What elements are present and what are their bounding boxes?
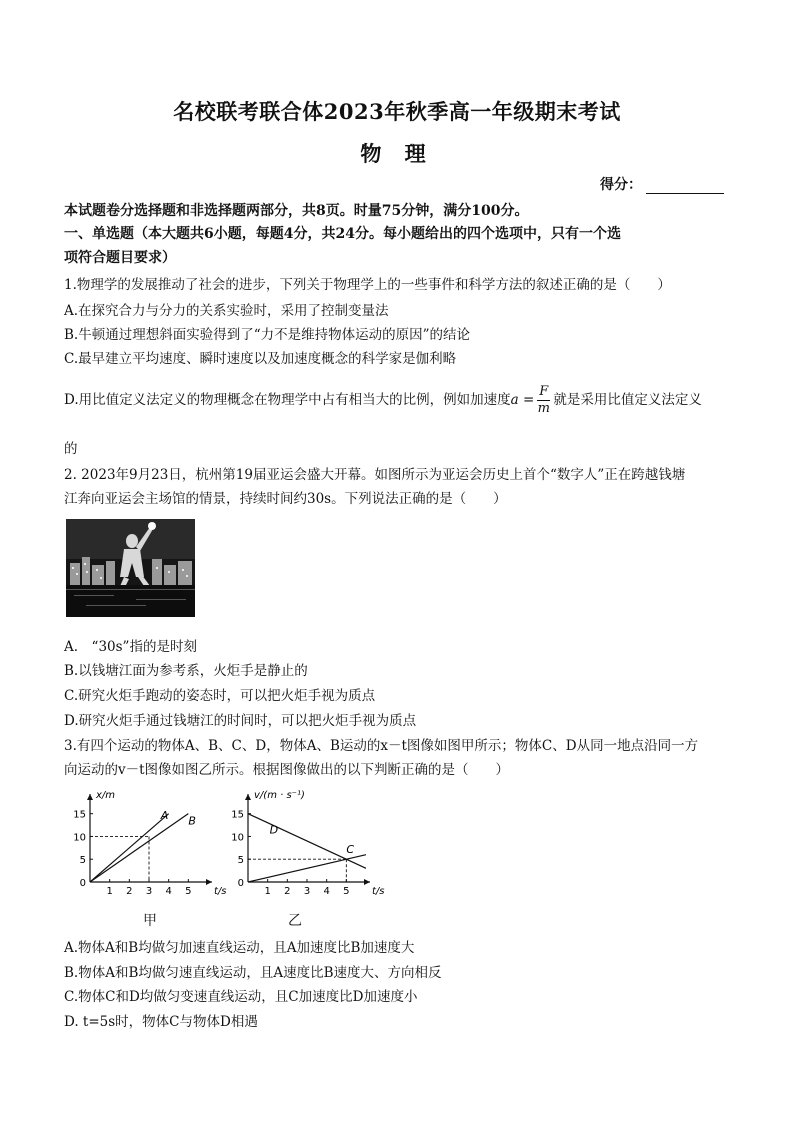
- series-line-A: [90, 814, 169, 882]
- score-field: [600, 174, 724, 194]
- q3-option-a: A.物体A和B均做匀加速直线运动，且A加速度比B加速度大: [64, 940, 415, 956]
- x-tick-label: 5: [185, 886, 192, 897]
- x-axis-arrow: [364, 879, 370, 885]
- q2-stem: 2. 2023年9月23日，杭州第19届亚运会盛大开幕。如图所示为亚运会历史上首个“数字人”正在跨越钱塘: [64, 467, 686, 483]
- exam-title: 名校联考联合体2023年秋季高一年级期末考试: [173, 99, 621, 124]
- y-axis-arrow: [87, 794, 93, 800]
- series-label-A: A: [160, 809, 169, 823]
- y-tick-label: 15: [73, 809, 86, 821]
- q1-option-d: [64, 382, 702, 418]
- q3-stem-cont: 向运动的v－t图像如图乙所示。根据图像做出的以下判断正确的是（ ）: [64, 762, 510, 778]
- q1-stem: 1.物理学的发展推动了社会的进步，下列关于物理学上的一些事件和科学方法的叙述正确的是（ ）: [64, 277, 671, 293]
- series-line-B: [90, 814, 188, 882]
- q1-option-b: B.牛顿通过理想斜面实验得到了“力不是维持物体运动的原因”的结论: [64, 327, 471, 343]
- q3-option-b: B.物体A和B均做匀速直线运动，且A速度比B速度大、方向相反: [64, 965, 442, 981]
- y-axis-label: v/(m · s⁻¹): [254, 790, 305, 801]
- q1-option-d-text: D.用比值定义法定义的物理概念在物理学中占有相当大的比例，例如加速度: [64, 392, 511, 408]
- x-axis-label: t/s: [214, 886, 227, 897]
- x-tick-label: 1: [264, 886, 271, 897]
- q2-option-c: C.研究火炬手跑动的姿态时，可以把火炬手视为质点: [64, 688, 376, 704]
- q1-option-d-wrap: 的: [64, 441, 78, 457]
- section-heading: 一、单选题（本大题共6小题，每题4分，共24分。每小题给出的四个选项中，只有一个选: [64, 226, 621, 242]
- y-tick-label: 5: [237, 855, 244, 867]
- q3-option-d: D. t=5s时，物体C与物体D相遇: [64, 1014, 258, 1030]
- series-label-D: D: [269, 823, 279, 837]
- series-label-B: B: [188, 814, 196, 828]
- series-line-C: [248, 855, 366, 882]
- chart-x-t: [60, 790, 227, 902]
- q1-option-a: A.在探究合力与分力的关系实验时，采用了控制变量法: [64, 303, 389, 319]
- q3-option-c: C.物体C和D均做匀变速直线运动，且C加速度比D加速度小: [64, 989, 418, 1005]
- series-line-D: [248, 814, 366, 869]
- chart-caption-yi: 乙: [288, 913, 302, 929]
- digital-torchbearer-photo: [66, 519, 195, 617]
- x-tick-label: 3: [303, 886, 311, 897]
- formula-denominator: m: [537, 401, 550, 416]
- section-heading-cont: 项符合题目要求）: [64, 250, 176, 266]
- formula-fraction: [537, 384, 550, 417]
- y-axis-label: x/m: [96, 790, 116, 801]
- subject-title: 物 理: [360, 141, 434, 166]
- y-axis-arrow: [245, 794, 251, 800]
- x-tick-label: 1: [106, 886, 113, 897]
- q2-option-b: B.以钱塘江面为参考系，火炬手是静止的: [64, 663, 308, 679]
- x-tick-label: 5: [343, 886, 350, 897]
- chart-caption-jia: 甲: [143, 913, 157, 929]
- chart-v-t: [218, 790, 385, 902]
- x-tick-label: 2: [126, 886, 133, 897]
- q1-option-d-text-end: 就是采用比值定义法定义: [553, 392, 702, 408]
- x-tick-label: 4: [323, 886, 330, 897]
- origin-label: 0: [237, 878, 244, 889]
- exam-intro: 本试题卷分选择题和非选择题两部分，共8页。时量75分钟，满分100分。: [64, 203, 529, 219]
- q2-stem-cont: 江奔向亚运会主场馆的情景，持续时间约30s。下列说法正确的是（ ）: [64, 491, 507, 507]
- x-tick-label: 2: [284, 886, 291, 897]
- x-axis-label: t/s: [372, 886, 385, 897]
- origin-label: 0: [79, 878, 86, 889]
- series-label-C: C: [346, 842, 355, 856]
- x-tick-label: 3: [145, 886, 153, 897]
- score-label: 得分：: [600, 177, 642, 193]
- y-tick-label: 10: [73, 832, 86, 844]
- q2-option-d: D.研究火炬手通过钱塘江的时间时，可以把火炬手视为质点: [64, 713, 417, 729]
- score-blank[interactable]: [646, 179, 724, 194]
- y-tick-label: 10: [231, 832, 244, 844]
- y-tick-label: 5: [79, 855, 86, 867]
- formula-lhs: a =: [510, 392, 535, 408]
- x-axis-arrow: [206, 879, 212, 885]
- q3-stem: 3.有四个运动的物体A、B、C、D，物体A、B运动的x－t图像如图甲所示；物体C、D从同一地点沿同一方: [64, 738, 699, 754]
- formula-numerator: F: [539, 384, 549, 399]
- q2-option-a: A. “30s”指的是时刻: [64, 639, 197, 655]
- x-tick-label: 4: [165, 886, 172, 897]
- y-tick-label: 15: [231, 809, 244, 821]
- q1-option-c: C.最早建立平均速度、瞬时速度以及加速度概念的科学家是伽利略: [64, 351, 457, 367]
